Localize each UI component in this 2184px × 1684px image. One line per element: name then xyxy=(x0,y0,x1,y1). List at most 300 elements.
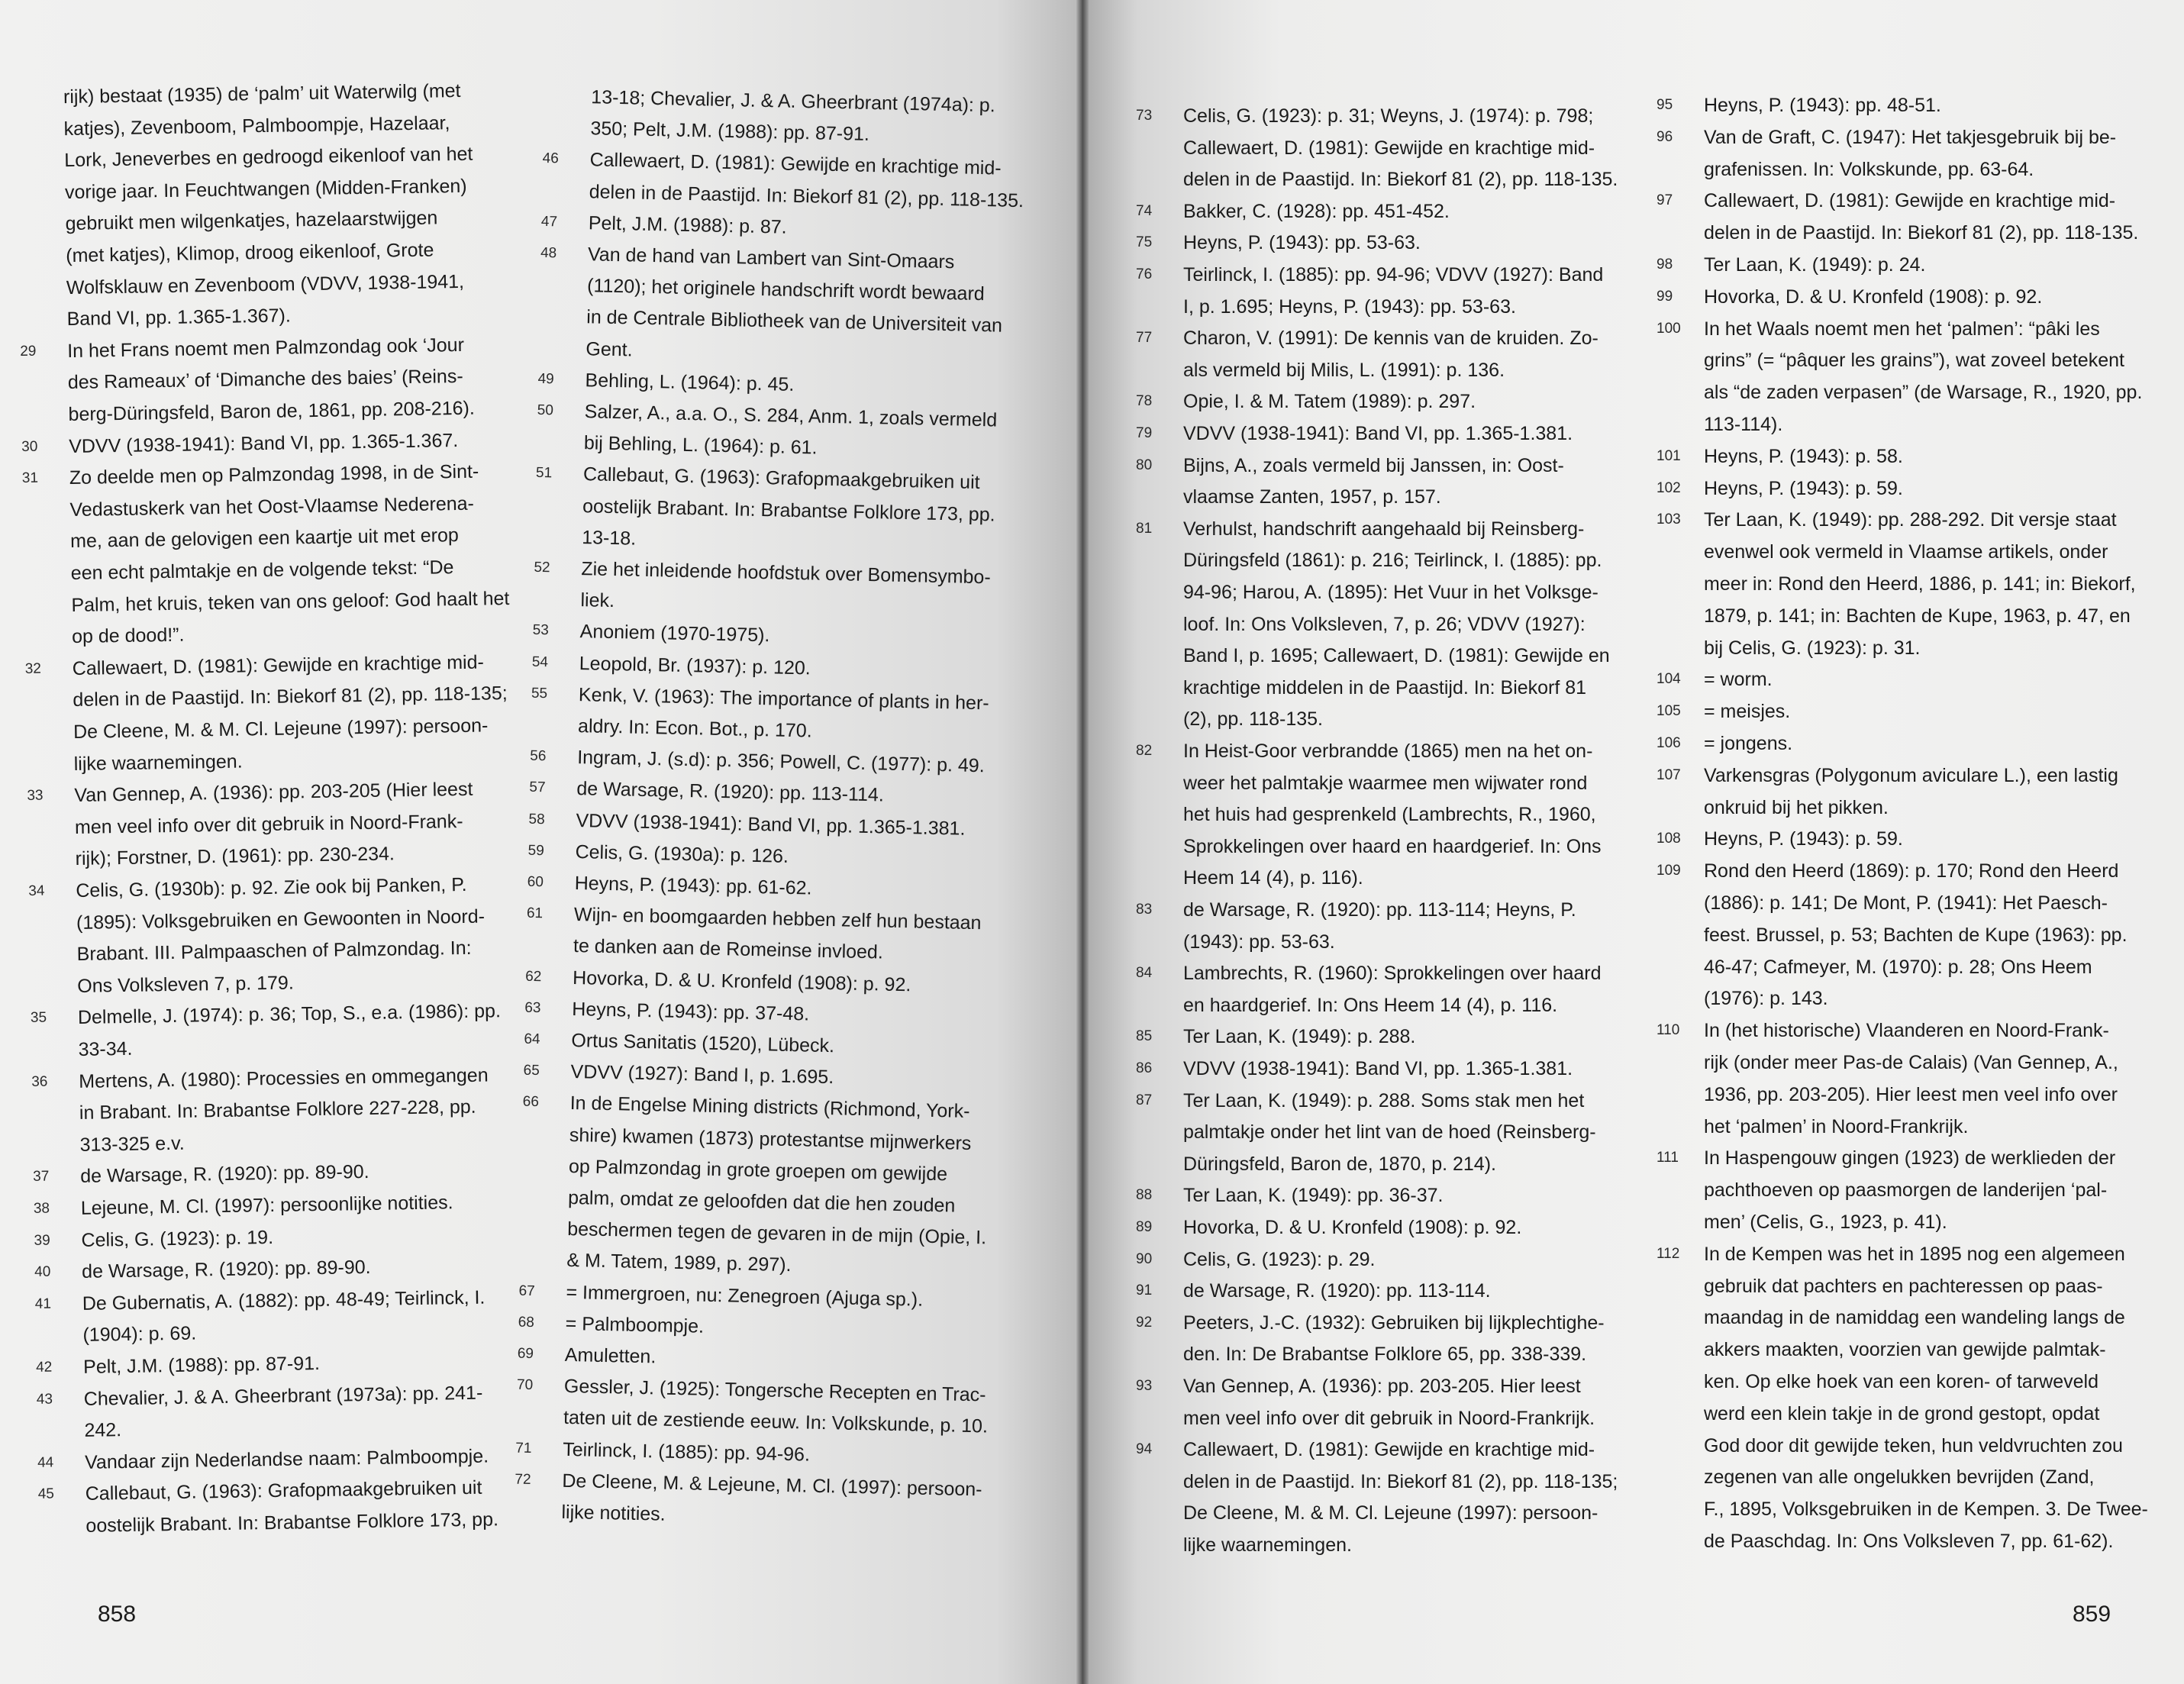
footnote-line xyxy=(1657,569,2168,599)
footnote-number: 101 xyxy=(1657,447,1681,464)
footnote-text: delen in de Paastijd. In: Biekorf 81 (2), pp. 118-135; xyxy=(1183,1470,1618,1492)
footnote-line xyxy=(1657,1398,2168,1429)
footnote-line xyxy=(1136,227,1624,258)
footnote-text: palm, omdat ze geloofden dat die hen zouden xyxy=(567,1186,956,1217)
footnote-text: VDVV (1927): Band I, p. 1.695. xyxy=(570,1061,834,1089)
footnote-text: Charon, V. (1991): De kennis van de kruiden. Zo- xyxy=(1183,327,1598,350)
footnote-text: Gent. xyxy=(586,337,633,361)
footnote-line xyxy=(1657,90,2168,121)
footnote-text: feest. Brussel, p. 53; Bachten de Kupe (1963): pp. xyxy=(1704,924,2128,946)
footnote-text: Palm, het kruis, teken van ons geloof: God haalt het xyxy=(71,587,510,616)
footnote-line xyxy=(1136,640,1624,671)
footnote-text: Vedastuskerk van het Oost-Vlaamse Nederena- xyxy=(69,492,475,521)
footnote-number: 50 xyxy=(537,402,554,419)
footnote-text: (1886): p. 141; De Mont, P. (1941): Het Paesch- xyxy=(1704,892,2108,914)
footnote-line xyxy=(1136,1308,1624,1338)
footnote-line xyxy=(1136,164,1624,195)
footnote-line xyxy=(1657,1239,2168,1269)
footnote-text: palmtakje onder het lint van de hoed (Reinsberg- xyxy=(1183,1121,1596,1144)
footnote-text: Callewaert, D. (1981): Gewijde en krachtige mid- xyxy=(589,149,1002,179)
footnote-text: delen in de Paastijd. In: Biekorf 81 (2), pp. 118-135. xyxy=(589,180,1024,211)
footnote-line xyxy=(1657,856,2168,886)
footnote-text: Teirlinck, I. (1885): pp. 94-96. xyxy=(562,1438,811,1466)
footnote-text: Ter Laan, K. (1949): p. 24. xyxy=(1704,254,1926,276)
footnote-line xyxy=(1657,792,2168,823)
footnote-number: 110 xyxy=(1657,1022,1680,1039)
footnote-text: in Brabant. In: Brabantse Folklore 227-228, pp. xyxy=(79,1095,476,1124)
footnote-text: Bakker, C. (1928): pp. 451-452. xyxy=(1183,200,1450,222)
footnote-text: Zo deelde men op Palmzondag 1998, in de Sint- xyxy=(69,460,479,489)
footnote-text: (1943): pp. 53-63. xyxy=(1183,931,1335,953)
footnote-number: 77 xyxy=(1136,330,1153,347)
footnote-text: grins” (= “pâquer les grains”), wat zoveel betekent xyxy=(1704,350,2124,372)
footnote-number: 67 xyxy=(518,1282,535,1299)
footnote-text: Celis, G. (1930a): p. 126. xyxy=(575,840,789,867)
footnote-text: De Cleene, M. & M. Cl. Lejeune (1997): persoon- xyxy=(73,715,489,743)
footnote-line xyxy=(1657,824,2168,854)
footnote-line xyxy=(1657,601,2168,631)
footnote-number: 107 xyxy=(1657,766,1681,783)
footnote-text: Ons Volksleven 7, p. 179. xyxy=(77,972,295,997)
footnote-line xyxy=(1657,1111,2168,1142)
footnote-text: maandag in de namiddag een wandeling langs de xyxy=(1704,1307,2125,1329)
footnote-text: = meisjes. xyxy=(1704,701,1791,723)
footnote-line xyxy=(1657,760,2168,791)
footnote-line xyxy=(1136,673,1624,703)
footnote-line xyxy=(1136,609,1624,640)
footnote-text: oostelijk Brabant. In: Brabantse Folklore 173, pp. xyxy=(582,495,995,526)
footnote-text: Chevalier, J. & A. Gheerbrant (1973a): pp. 241- xyxy=(83,1382,483,1410)
footnote-text: delen in de Paastijd. In: Biekorf 81 (2), pp. 118-135. xyxy=(1183,169,1618,191)
footnote-line xyxy=(1136,895,1624,925)
footnote-text: vorige jaar. In Feuchtwangen (Midden-Franken) xyxy=(64,175,467,203)
footnote-number: 89 xyxy=(1136,1219,1153,1235)
footnote-text: Celis, G. (1923): p. 29. xyxy=(1183,1248,1376,1270)
footnote-text: Heyns, P. (1943): pp. 61-62. xyxy=(574,873,812,899)
footnote-text: 33-34. xyxy=(78,1037,133,1060)
footnote-text: Pelt, J.M. (1988): p. 87. xyxy=(588,212,787,238)
footnote-number: 31 xyxy=(21,469,39,487)
footnote-text: Kenk, V. (1963): The importance of plants in her- xyxy=(578,683,989,715)
footnote-text: 1879, p. 141; in: Bachten de Kupe, 1963, p. 47, en xyxy=(1704,605,2131,627)
footnote-number: 94 xyxy=(1136,1441,1153,1458)
footnote-text: Heyns, P. (1943): pp. 37-48. xyxy=(572,998,810,1025)
footnote-text: Van Gennep, A. (1936): pp. 203-205. Hier leest xyxy=(1183,1376,1581,1397)
footnote-text: evenwel ook vermeld in Vlaamse artikels, onder xyxy=(1704,541,2108,563)
footnote-text: Heyns, P. (1943): p. 59. xyxy=(1704,477,1903,499)
footnote-text: meer in: Rond den Heerd, 1886, p. 141; in: Biekorf, xyxy=(1704,573,2136,595)
footnote-text: 242. xyxy=(84,1419,122,1442)
footnote-number: 42 xyxy=(35,1359,53,1376)
footnote-text: 350; Pelt, J.M. (1988): pp. 87-91. xyxy=(590,118,870,146)
footnote-text: de Warsage, R. (1920): pp. 89-90. xyxy=(80,1161,369,1188)
footnote-line xyxy=(1657,1143,2168,1173)
footnote-line xyxy=(1136,1212,1624,1243)
footnote-text: Vandaar zijn Nederlandse naam: Palmboompje. xyxy=(84,1445,489,1473)
footnote-number: 109 xyxy=(1657,863,1681,879)
footnote-line xyxy=(1136,196,1624,227)
footnote-number: 36 xyxy=(31,1073,48,1090)
footnote-text: In het Waals noemt men het ‘palmen’: “pâki les xyxy=(1704,318,2100,340)
footnote-number: 64 xyxy=(524,1031,540,1048)
footnote-text: In Heist-Goor verbrandde (1865) men na het on- xyxy=(1183,740,1593,762)
footnote-number: 78 xyxy=(1136,393,1153,410)
footnote-text: 113-114). xyxy=(1704,414,1783,435)
footnote-text: Callebaut, G. (1963): Grafopmaakgebruiken uit xyxy=(582,463,980,494)
footnote-number: 44 xyxy=(37,1454,54,1471)
footnote-number: 35 xyxy=(30,1009,47,1027)
footnote-text: (met katjes), Klimop, droog eikenloof, Grote xyxy=(66,239,434,267)
footnote-line xyxy=(1657,664,2168,695)
footnote-text: oostelijk Brabant. In: Brabantse Folklore 173, pp. xyxy=(85,1508,499,1537)
footnote-text: onkruid bij het pikken. xyxy=(1704,796,1889,818)
footnote-text: (1895): Volksgebruiken en Gewoonten in Noord- xyxy=(76,905,486,934)
footnote-number: 29 xyxy=(20,343,37,360)
footnote-line xyxy=(1657,345,2168,376)
footnote-number: 108 xyxy=(1657,831,1681,847)
footnote-line xyxy=(1136,1117,1624,1147)
footnote-text: de Warsage, R. (1920): pp. 113-114; Heyns, P. xyxy=(1183,899,1576,921)
footnote-line xyxy=(1136,260,1624,290)
footnote-text: = Palmboompje. xyxy=(565,1312,705,1337)
footnote-line xyxy=(1657,314,2168,344)
footnote-text: lijke notities. xyxy=(561,1501,666,1525)
footnote-number: 63 xyxy=(524,999,541,1016)
footnote-text: grafenissen. In: Volkskunde, pp. 63-64. xyxy=(1704,158,2034,180)
footnote-text: als vermeld bij Milis, L. (1991): p. 136. xyxy=(1183,359,1505,381)
footnote-text: = worm. xyxy=(1704,669,1773,691)
footnote-number: 43 xyxy=(36,1391,53,1408)
footnote-text: Delmelle, J. (1974): p. 36; Top, S., e.a. (1986): pp. xyxy=(77,1000,502,1029)
footnote-text: Opie, I. & M. Tatem (1989): p. 297. xyxy=(1183,391,1476,413)
footnote-line xyxy=(1136,1053,1624,1084)
footnote-line xyxy=(1657,409,2168,440)
footnote-text: 94-96; Harou, A. (1895): Het Vuur in het Volksge- xyxy=(1183,582,1598,603)
footnote-line xyxy=(1136,1244,1624,1275)
footnote-text: des Rameaux’ of ‘Dimanche des baies’ (Reins- xyxy=(67,366,463,394)
footnote-number: 104 xyxy=(1657,671,1681,688)
footnote-line xyxy=(1657,377,2168,408)
footnote-text: liek. xyxy=(580,589,615,612)
footnote-text: op Palmzondag in grote groepen om gewijde xyxy=(568,1155,948,1186)
footnote-text: Callebaut, G. (1963): Grafopmaakgebruiken uit xyxy=(85,1477,482,1505)
footnote-text: (1120); het originele handschrift wordt bewaard xyxy=(586,275,986,305)
footnote-text: een echt palmtakje en de volgende tekst: “De xyxy=(70,556,454,585)
footnote-line xyxy=(1136,292,1624,322)
footnote-line xyxy=(1136,355,1624,386)
footnote-line xyxy=(1136,577,1624,608)
footnote-text: Band VI, pp. 1.365-1.367). xyxy=(66,305,292,331)
footnote-text: VDVV (1938-1941): Band VI, pp. 1.365-1.381. xyxy=(1183,423,1573,444)
footnote-number: 60 xyxy=(527,873,544,891)
footnote-text: men veel info over dit gebruik in Noord-Frank- xyxy=(74,810,463,838)
footnote-line xyxy=(38,1504,535,1542)
footnote-line xyxy=(1657,154,2168,185)
footnote-text: Lambrechts, R. (1960): Sprokkelingen over haard xyxy=(1183,963,1602,985)
right-page-column-1 xyxy=(1136,0,1624,1684)
footnote-line xyxy=(1136,545,1624,576)
footnote-text: op de dood!”. xyxy=(71,624,185,648)
footnote-text: In de Kempen was het in 1895 nog een algemeen xyxy=(1704,1243,2125,1265)
footnote-text: Band I, p. 1695; Callewaert, D. (1981): Gewijde en xyxy=(1183,645,1610,667)
footnote-number: 73 xyxy=(1136,108,1153,124)
footnote-text: (1976): p. 143. xyxy=(1704,988,1828,1010)
footnote-line xyxy=(1657,185,2168,216)
left-page-number: 858 xyxy=(98,1602,137,1627)
footnote-line xyxy=(1657,1015,2168,1046)
footnote-line xyxy=(1657,1494,2168,1524)
footnote-text: akkers maakten, voorzien van gewijde palmtak- xyxy=(1704,1339,2106,1361)
footnote-line xyxy=(1657,473,2168,504)
footnote-text: gebruik dat pachters en pachteressen op paas- xyxy=(1704,1275,2103,1297)
footnote-line xyxy=(1136,323,1624,353)
footnote-number: 72 xyxy=(515,1471,531,1488)
footnote-number: 62 xyxy=(524,968,542,985)
footnote-text: In het Frans noemt men Palmzondag ook ‘Jour xyxy=(67,334,465,362)
footnote-text: Lejeune, M. Cl. (1997): persoonlijke notities. xyxy=(80,1192,453,1219)
footnote-line xyxy=(1136,386,1624,417)
footnote-line xyxy=(1657,1271,2168,1302)
footnote-text: Zie het inleidende hoofdstuk over Bomensymbo- xyxy=(581,558,992,589)
footnote-text: Callewaert, D. (1981): Gewijde en krachtige mid- xyxy=(1183,137,1595,159)
left-page-column-2 xyxy=(511,0,1034,1684)
footnote-text: te danken aan de Romeinse invloed. xyxy=(573,935,884,963)
left-page xyxy=(0,0,1082,1684)
footnote-text: aldry. In: Econ. Bot., p. 170. xyxy=(577,715,812,742)
footnote-text: delen in de Paastijd. In: Biekorf 81 (2), pp. 118-135; xyxy=(73,682,508,711)
footnote-text: Varkensgras (Polygonum aviculare L.), een lastig xyxy=(1704,764,2118,786)
footnote-number: 98 xyxy=(1657,256,1673,273)
footnote-line xyxy=(1657,537,2168,567)
footnote-text: lijke waarnemingen. xyxy=(1183,1534,1352,1556)
footnote-text: katjes), Zevenboom, Palmboompje, Hazelaar, xyxy=(63,111,450,140)
footnote-text: shire) kwamen (1873) protestantse mijnwerkers xyxy=(569,1124,972,1154)
footnote-text: I, p. 1.695; Heyns, P. (1943): pp. 53-63. xyxy=(1183,295,1516,318)
footnote-line xyxy=(1657,1334,2168,1365)
footnote-text: Anoniem (1970-1975). xyxy=(579,621,770,647)
footnote-number: 103 xyxy=(1657,511,1681,528)
footnote-line xyxy=(1136,1021,1624,1052)
footnote-line xyxy=(1136,1498,1624,1528)
footnote-text: Hovorka, D. & U. Kronfeld (1908): p. 92. xyxy=(1183,1217,1522,1238)
footnote-text: Wolfsklauw en Zevenboom (VDVV, 1938-1941, xyxy=(66,270,465,298)
footnote-number: 66 xyxy=(522,1094,540,1111)
footnote-text: zegenen van alle ongelukken bevrijden (Zand, xyxy=(1704,1466,2095,1489)
footnote-text: VDVV (1938-1941): Band VI, pp. 1.365-1.381. xyxy=(1183,1058,1573,1079)
footnote-line xyxy=(1136,736,1624,766)
footnote-number: 68 xyxy=(518,1314,535,1331)
footnote-line xyxy=(1136,514,1624,544)
footnote-text: Behling, L. (1964): p. 45. xyxy=(585,369,795,395)
footnote-text: en haardgerief. In: Ons Heem 14 (4), p. 116. xyxy=(1183,994,1558,1016)
footnote-number: 55 xyxy=(531,685,548,702)
footnote-number: 40 xyxy=(34,1263,51,1281)
footnote-line xyxy=(1136,1180,1624,1211)
footnote-text: pachthoeven op paasmorgen de landerijen ‘pal- xyxy=(1704,1179,2108,1202)
footnote-text: vlaamse Zanten, 1957, p. 157. xyxy=(1183,486,1441,508)
footnote-line xyxy=(1657,1431,2168,1461)
footnote-line xyxy=(1136,418,1624,449)
footnote-text: de Warsage, R. (1920): pp. 113-114. xyxy=(576,778,885,806)
footnote-text: 313-325 e.v. xyxy=(79,1132,185,1156)
footnote-line xyxy=(1136,1339,1624,1369)
footnote-text: het ‘palmen’ in Noord-Frankrijk. xyxy=(1704,1115,1969,1137)
footnote-text: werd een klein takje in de grond gestopt, opdat xyxy=(1704,1402,2100,1424)
footnote-text: Callewaert, D. (1981): Gewijde en krachtige mid- xyxy=(1704,190,2116,212)
footnote-text: F., 1895, Volksgebruiken in de Kempen. 3. De Twee- xyxy=(1704,1499,2148,1521)
footnote-text: Düringsfeld (1861): p. 216; Teirlinck, I. (1885): pp. xyxy=(1183,550,1602,572)
footnote-number: 80 xyxy=(1136,456,1153,473)
footnote-number: 74 xyxy=(1136,202,1153,219)
footnote-text: Heyns, P. (1943): pp. 53-63. xyxy=(1183,232,1421,254)
footnote-text: Ortus Sanitatis (1520), Lübeck. xyxy=(571,1030,835,1057)
footnote-text: Bijns, A., zoals vermeld bij Janssen, in: Oost- xyxy=(1183,454,1564,476)
footnote-line xyxy=(1657,1207,2168,1237)
footnote-number: 32 xyxy=(24,660,42,677)
footnote-number: 46 xyxy=(542,150,560,167)
footnote-line xyxy=(1136,1530,1624,1560)
footnote-text: lijke waarnemingen. xyxy=(73,750,243,775)
footnote-text: Sprokkelingen over haard en haardgerief. In: Ons xyxy=(1183,835,1602,857)
footnote-number: 70 xyxy=(516,1376,534,1394)
footnote-line xyxy=(1136,1466,1624,1497)
footnote-text: men veel info over dit gebruik in Noord-Frankrijk. xyxy=(1183,1407,1595,1429)
footnote-text: Peeters, J.-C. (1932): Gebruiken bij lijkplechtighe- xyxy=(1183,1311,1605,1334)
footnote-number: 92 xyxy=(1136,1314,1153,1331)
footnote-text: gebruikt men wilgenkatjes, hazelaarstwijgen xyxy=(65,207,438,235)
footnote-text: in de Centrale Bibliotheek van de Universiteit van xyxy=(586,306,1003,337)
footnote-text: rijk) bestaat (1935) de ‘palm’ uit Waterwilg (met xyxy=(63,79,461,108)
footnote-line xyxy=(1136,133,1624,163)
footnote-number: 57 xyxy=(529,779,546,796)
footnote-text: Heem 14 (4), p. 116). xyxy=(1183,867,1363,889)
footnote-number: 76 xyxy=(1136,266,1153,282)
footnote-text: Van de Graft, C. (1947): Het takjesgebruik bij be- xyxy=(1704,126,2117,148)
footnote-text: Van Gennep, A. (1936): pp. 203-205 (Hier leest xyxy=(74,778,473,807)
footnote-line xyxy=(1136,1434,1624,1465)
footnote-text: Heyns, P. (1943): p. 59. xyxy=(1704,828,1903,850)
footnote-text: Amuletten. xyxy=(564,1344,656,1368)
footnote-text: Ter Laan, K. (1949): p. 288. xyxy=(1183,1026,1416,1048)
footnote-text: Van de hand van Lambert van Sint-Omaars xyxy=(587,244,955,273)
footnote-line xyxy=(1657,983,2168,1014)
footnote-number: 71 xyxy=(515,1440,532,1457)
footnote-line xyxy=(1657,218,2168,248)
footnote-line xyxy=(1657,1526,2168,1557)
footnote-text: loof. In: Ons Volksleven, 7, p. 26; VDVV (1927): xyxy=(1183,613,1586,635)
footnote-text: Düringsfeld, Baron de, 1870, p. 214). xyxy=(1183,1153,1496,1175)
footnote-text: taten uit de zestiende eeuw. In: Volkskunde, p. 10. xyxy=(563,1407,989,1437)
footnote-number: 65 xyxy=(523,1062,540,1079)
footnote-line xyxy=(1657,633,2168,663)
footnote-text: In Haspengouw gingen (1923) de werklieden der xyxy=(1704,1147,2116,1169)
footnote-number: 82 xyxy=(1136,743,1153,759)
footnote-text: De Cleene, M. & Lejeune, M. Cl. (1997): persoon- xyxy=(562,1469,982,1501)
footnote-text: Leopold, Br. (1937): p. 120. xyxy=(579,652,811,679)
footnote-number: 47 xyxy=(540,213,558,231)
footnote-text: de Warsage, R. (1920): pp. 113-114. xyxy=(1183,1280,1491,1302)
footnote-text: Heyns, P. (1943): p. 58. xyxy=(1704,445,1903,467)
footnote-text: Celis, G. (1930b): p. 92. Zie ook bij Panken, P. xyxy=(76,873,467,902)
footnote-number: 48 xyxy=(540,244,557,262)
footnote-text: de Paaschdag. In: Ons Volksleven 7, pp. 61-62). xyxy=(1704,1531,2114,1552)
footnote-text: Celis, G. (1923): p. 19. xyxy=(81,1226,274,1251)
footnote-text: Celis, G. (1923): p. 31; Weyns, J. (1974): p. 798; xyxy=(1183,105,1594,127)
footnote-text: Ter Laan, K. (1949): pp. 288-292. Dit versje staat xyxy=(1704,509,2117,531)
footnote-text: In de Engelse Mining districts (Richmond, York- xyxy=(569,1092,970,1123)
footnote-number: 93 xyxy=(1136,1378,1153,1394)
footnote-number: 102 xyxy=(1657,479,1681,496)
footnote-number: 112 xyxy=(1657,1245,1680,1262)
footnote-number: 84 xyxy=(1136,965,1153,982)
footnote-number: 88 xyxy=(1136,1187,1153,1204)
book-gutter xyxy=(1076,0,1089,1684)
footnote-line xyxy=(1136,863,1624,893)
footnote-number: 51 xyxy=(535,465,553,482)
footnote-line xyxy=(1657,1302,2168,1333)
footnote-text: Brabant. III. Palmpaaschen of Palmzondag. In: xyxy=(76,937,472,966)
footnote-line xyxy=(1657,1079,2168,1110)
footnote-line xyxy=(1657,282,2168,312)
footnote-text: Lork, Jeneverbes en gedroogd eikenloof van het xyxy=(64,143,473,172)
footnote-number: 83 xyxy=(1136,902,1153,918)
footnote-text: 13-18; Chevalier, J. & A. Gheerbrant (1974a): p. xyxy=(591,86,995,117)
footnote-text: den. In: De Brabantse Folklore 65, pp. 338-339. xyxy=(1183,1344,1587,1366)
footnote-line xyxy=(1657,1175,2168,1205)
footnote-text: men’ (Celis, G., 1923, p. 41). xyxy=(1704,1211,1947,1233)
footnote-line xyxy=(1657,888,2168,918)
footnote-text: delen in de Paastijd. In: Biekorf 81 (2), pp. 118-135. xyxy=(1704,222,2139,244)
footnote-line xyxy=(1657,952,2168,982)
footnote-text: In (het historische) Vlaanderen en Noord-Frank- xyxy=(1704,1020,2109,1042)
footnote-text: Ingram, J. (s.d): p. 356; Powell, C. (1977): p. 49. xyxy=(576,747,985,777)
footnote-number: 58 xyxy=(528,811,545,827)
footnote-number: 86 xyxy=(1136,1060,1153,1076)
footnote-number: 106 xyxy=(1657,735,1681,751)
footnote-text: VDVV (1938-1941): Band VI, pp. 1.365-1.367. xyxy=(68,429,459,457)
footnote-line xyxy=(1136,482,1624,512)
footnote-line xyxy=(1136,101,1624,131)
footnote-number: 33 xyxy=(27,787,44,805)
footnote-text: Ter Laan, K. (1949): p. 288. Soms stak men het xyxy=(1183,1089,1585,1111)
footnote-number: 85 xyxy=(1136,1028,1153,1045)
footnote-line xyxy=(1657,728,2168,759)
right-page-column-2 xyxy=(1657,0,2168,1684)
footnote-number: 59 xyxy=(527,842,545,859)
footnote-line xyxy=(1136,704,1624,734)
footnote-number: 95 xyxy=(1657,97,1673,113)
footnote-number: 61 xyxy=(526,905,544,922)
footnote-number: 96 xyxy=(1657,128,1673,145)
footnote-line xyxy=(1657,250,2168,280)
footnote-line xyxy=(1136,927,1624,957)
footnote-number: 37 xyxy=(33,1168,50,1186)
footnote-text: Salzer, A., a.a. O., S. 284, Anm. 1, zoals vermeld xyxy=(584,401,998,431)
footnote-line xyxy=(1136,958,1624,989)
footnote-number: 81 xyxy=(1136,520,1153,537)
footnote-text: ken. Op elke hoek van een koren- of tarweveld xyxy=(1704,1371,2099,1392)
footnote-number: 105 xyxy=(1657,703,1681,720)
footnote-text: 46-47; Cafmeyer, M. (1970): p. 28; Ons Heem xyxy=(1704,956,2092,978)
footnote-number: 49 xyxy=(537,370,554,388)
footnote-text: Hovorka, D. & U. Kronfeld (1908): p. 92. xyxy=(572,966,911,995)
footnote-text: Mertens, A. (1980): Processies en ommegangen xyxy=(79,1064,489,1092)
footnote-line xyxy=(1136,450,1624,481)
footnote-text: me, aan de gelovigen een kaartje uit met erop xyxy=(69,524,459,553)
footnote-text: De Gubernatis, A. (1882): pp. 48-49; Teirlinck, I. xyxy=(82,1286,486,1315)
footnote-line xyxy=(1136,990,1624,1021)
footnote-text: rijk (onder meer Pas-de Calais) (Van Gennep, A., xyxy=(1704,1052,2118,1073)
